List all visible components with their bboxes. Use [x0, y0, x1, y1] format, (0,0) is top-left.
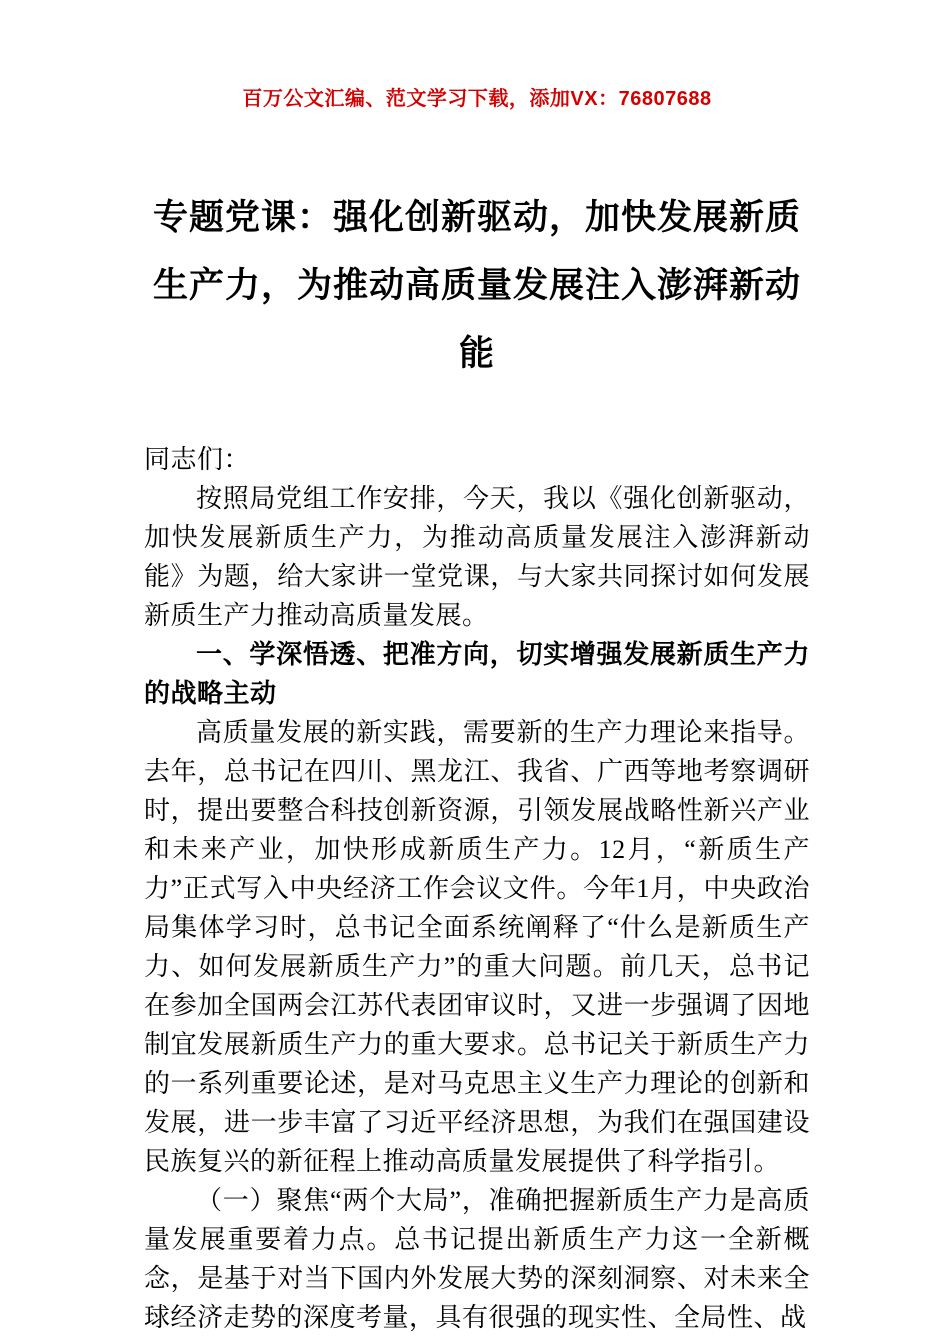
document-title: [144, 184, 810, 388]
section-heading-1: 一、学深悟透、把准方向，切实增强发展新质生产力的战略主动: [144, 640, 810, 708]
paragraph-intro: 按照局党组工作安排，今天，我以《强化创新驱动，加快发展新质生产力，为推动高质量发展注入澎湃新动能》为题，给大家讲一堂党课，与大家共同探讨如何发展新质生产力推动高质量发展。: [144, 484, 810, 630]
header-notice: 百万公文汇编、范文学习下载，添加VX：76807688: [242, 88, 712, 110]
paragraph-subsection-1: （一）聚焦“两个大局”，准确把握新质生产力是高质量发展重要着力点。总书记提出新质生产力这一全新概念，是基于对当下国内外发展大势的深刻洞察、对未来全球经济走势的深度考量，具有很强的现实性、全局性、战: [144, 1186, 810, 1332]
paragraph-section-1-body: 高质量发展的新实践，需要新的生产力理论来指导。去年，总书记在四川、黑龙江、我省、广西等地考察调研时，提出要整合科技创新资源，引领发展战略性新兴产业和未来产业，加快形成新质生产力。12月，“新质生产力”正式写入中央经济工作会议文件。今年1月，中央政治局集体学习时，总书记全面系统阐释了“什么是新质生产力、如何发展新质生产力”的重大问题。前几天，总书记在参加全国两会江苏代表团审议时，又进一步强调了因地制宜发展新质生产力的重大要求。总书记关于新质生产力的一系列重要论述，是对马克思主义生产力理论的创新和发展，进一步丰富了习近平经济思想，为我们在强国建设民族复兴的新征程上推动高质量发展提供了科学指引。: [144, 718, 810, 1176]
paragraph-salutation: 同志们：: [144, 445, 251, 474]
document-body: [144, 440, 810, 1337]
title-line-3: 能: [458, 334, 495, 373]
title-line-2: 生产力，为推动高质量发展注入澎湃新动: [152, 266, 801, 305]
title-line-1: 专题党课：强化创新驱动，加快发展新质: [152, 198, 801, 237]
